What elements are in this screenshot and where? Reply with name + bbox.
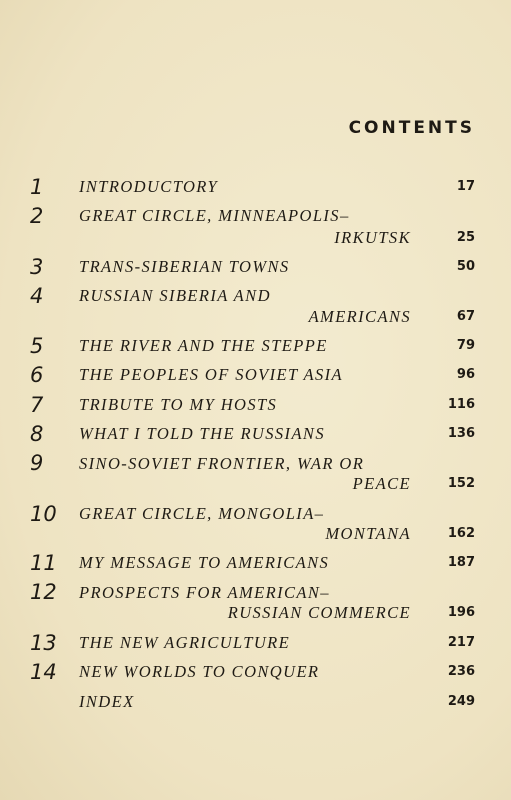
chapter-title: THE NEW AGRICULTURE (79, 633, 291, 652)
page-number: 50 (456, 259, 475, 274)
page-number: 25 (456, 230, 475, 245)
chapter-number: 7 (30, 393, 44, 417)
page-number: 116 (447, 397, 475, 412)
chapter-number: 10 (30, 502, 57, 526)
chapter-title-continued: RUSSIAN COMMERCE (227, 603, 411, 622)
chapter-title: GREAT CIRCLE, MONGOLIA– (79, 504, 325, 523)
chapter-number: 13 (30, 631, 57, 655)
chapter-title: NEW WORLDS TO CONQUER (79, 662, 320, 681)
page-number: 196 (447, 605, 475, 620)
chapter-title: MY MESSAGE TO AMERICANS (79, 553, 330, 572)
chapter-title: PROSPECTS FOR AMERICAN– (79, 583, 330, 602)
page-number: 67 (456, 309, 475, 324)
chapter-title: INTRODUCTORY (79, 177, 219, 196)
chapter-number: 6 (30, 363, 44, 387)
page-number: 17 (456, 179, 475, 194)
chapter-title: THE RIVER AND THE STEPPE (79, 336, 328, 355)
chapter-title: SINO-SOVIET FRONTIER, WAR OR (79, 454, 365, 473)
chapter-title-continued: PEACE (352, 474, 411, 493)
page-number: 162 (447, 526, 475, 541)
chapter-title-continued: AMERICANS (308, 307, 411, 326)
chapter-title: GREAT CIRCLE, MINNEAPOLIS– (79, 206, 350, 225)
chapter-title: THE PEOPLES OF SOVIET ASIA (79, 365, 344, 384)
chapter-title: TRANS-SIBERIAN TOWNS (79, 257, 290, 276)
page-number: 217 (447, 635, 475, 650)
chapter-title-continued: IRKUTSK (334, 228, 411, 247)
chapter-number: 11 (30, 551, 57, 575)
chapter-title: TRIBUTE TO MY HOSTS (79, 395, 278, 414)
chapter-number: 14 (30, 660, 57, 684)
page-number: 136 (447, 426, 475, 441)
chapter-number: 12 (30, 580, 57, 604)
chapter-title: WHAT I TOLD THE RUSSIANS (79, 424, 325, 443)
chapter-number: 9 (30, 451, 44, 475)
chapter-number: 2 (30, 204, 44, 228)
contents-heading: CONTENTS (348, 118, 475, 138)
page-number: 187 (447, 555, 475, 570)
page-number: 96 (456, 367, 475, 382)
page-number: 236 (447, 664, 475, 679)
page-number: 79 (456, 338, 475, 353)
page-number: 152 (447, 476, 475, 491)
chapter-number: 5 (30, 334, 44, 358)
chapter-number: 1 (30, 175, 44, 199)
chapter-title: RUSSIAN SIBERIA AND (79, 286, 271, 305)
chapter-title-continued: MONTANA (325, 524, 411, 543)
chapter-number: 8 (30, 422, 44, 446)
index-title: INDEX (79, 692, 135, 711)
chapter-number: 3 (30, 255, 44, 279)
chapter-number: 4 (30, 284, 44, 308)
page-number: 249 (447, 694, 475, 709)
